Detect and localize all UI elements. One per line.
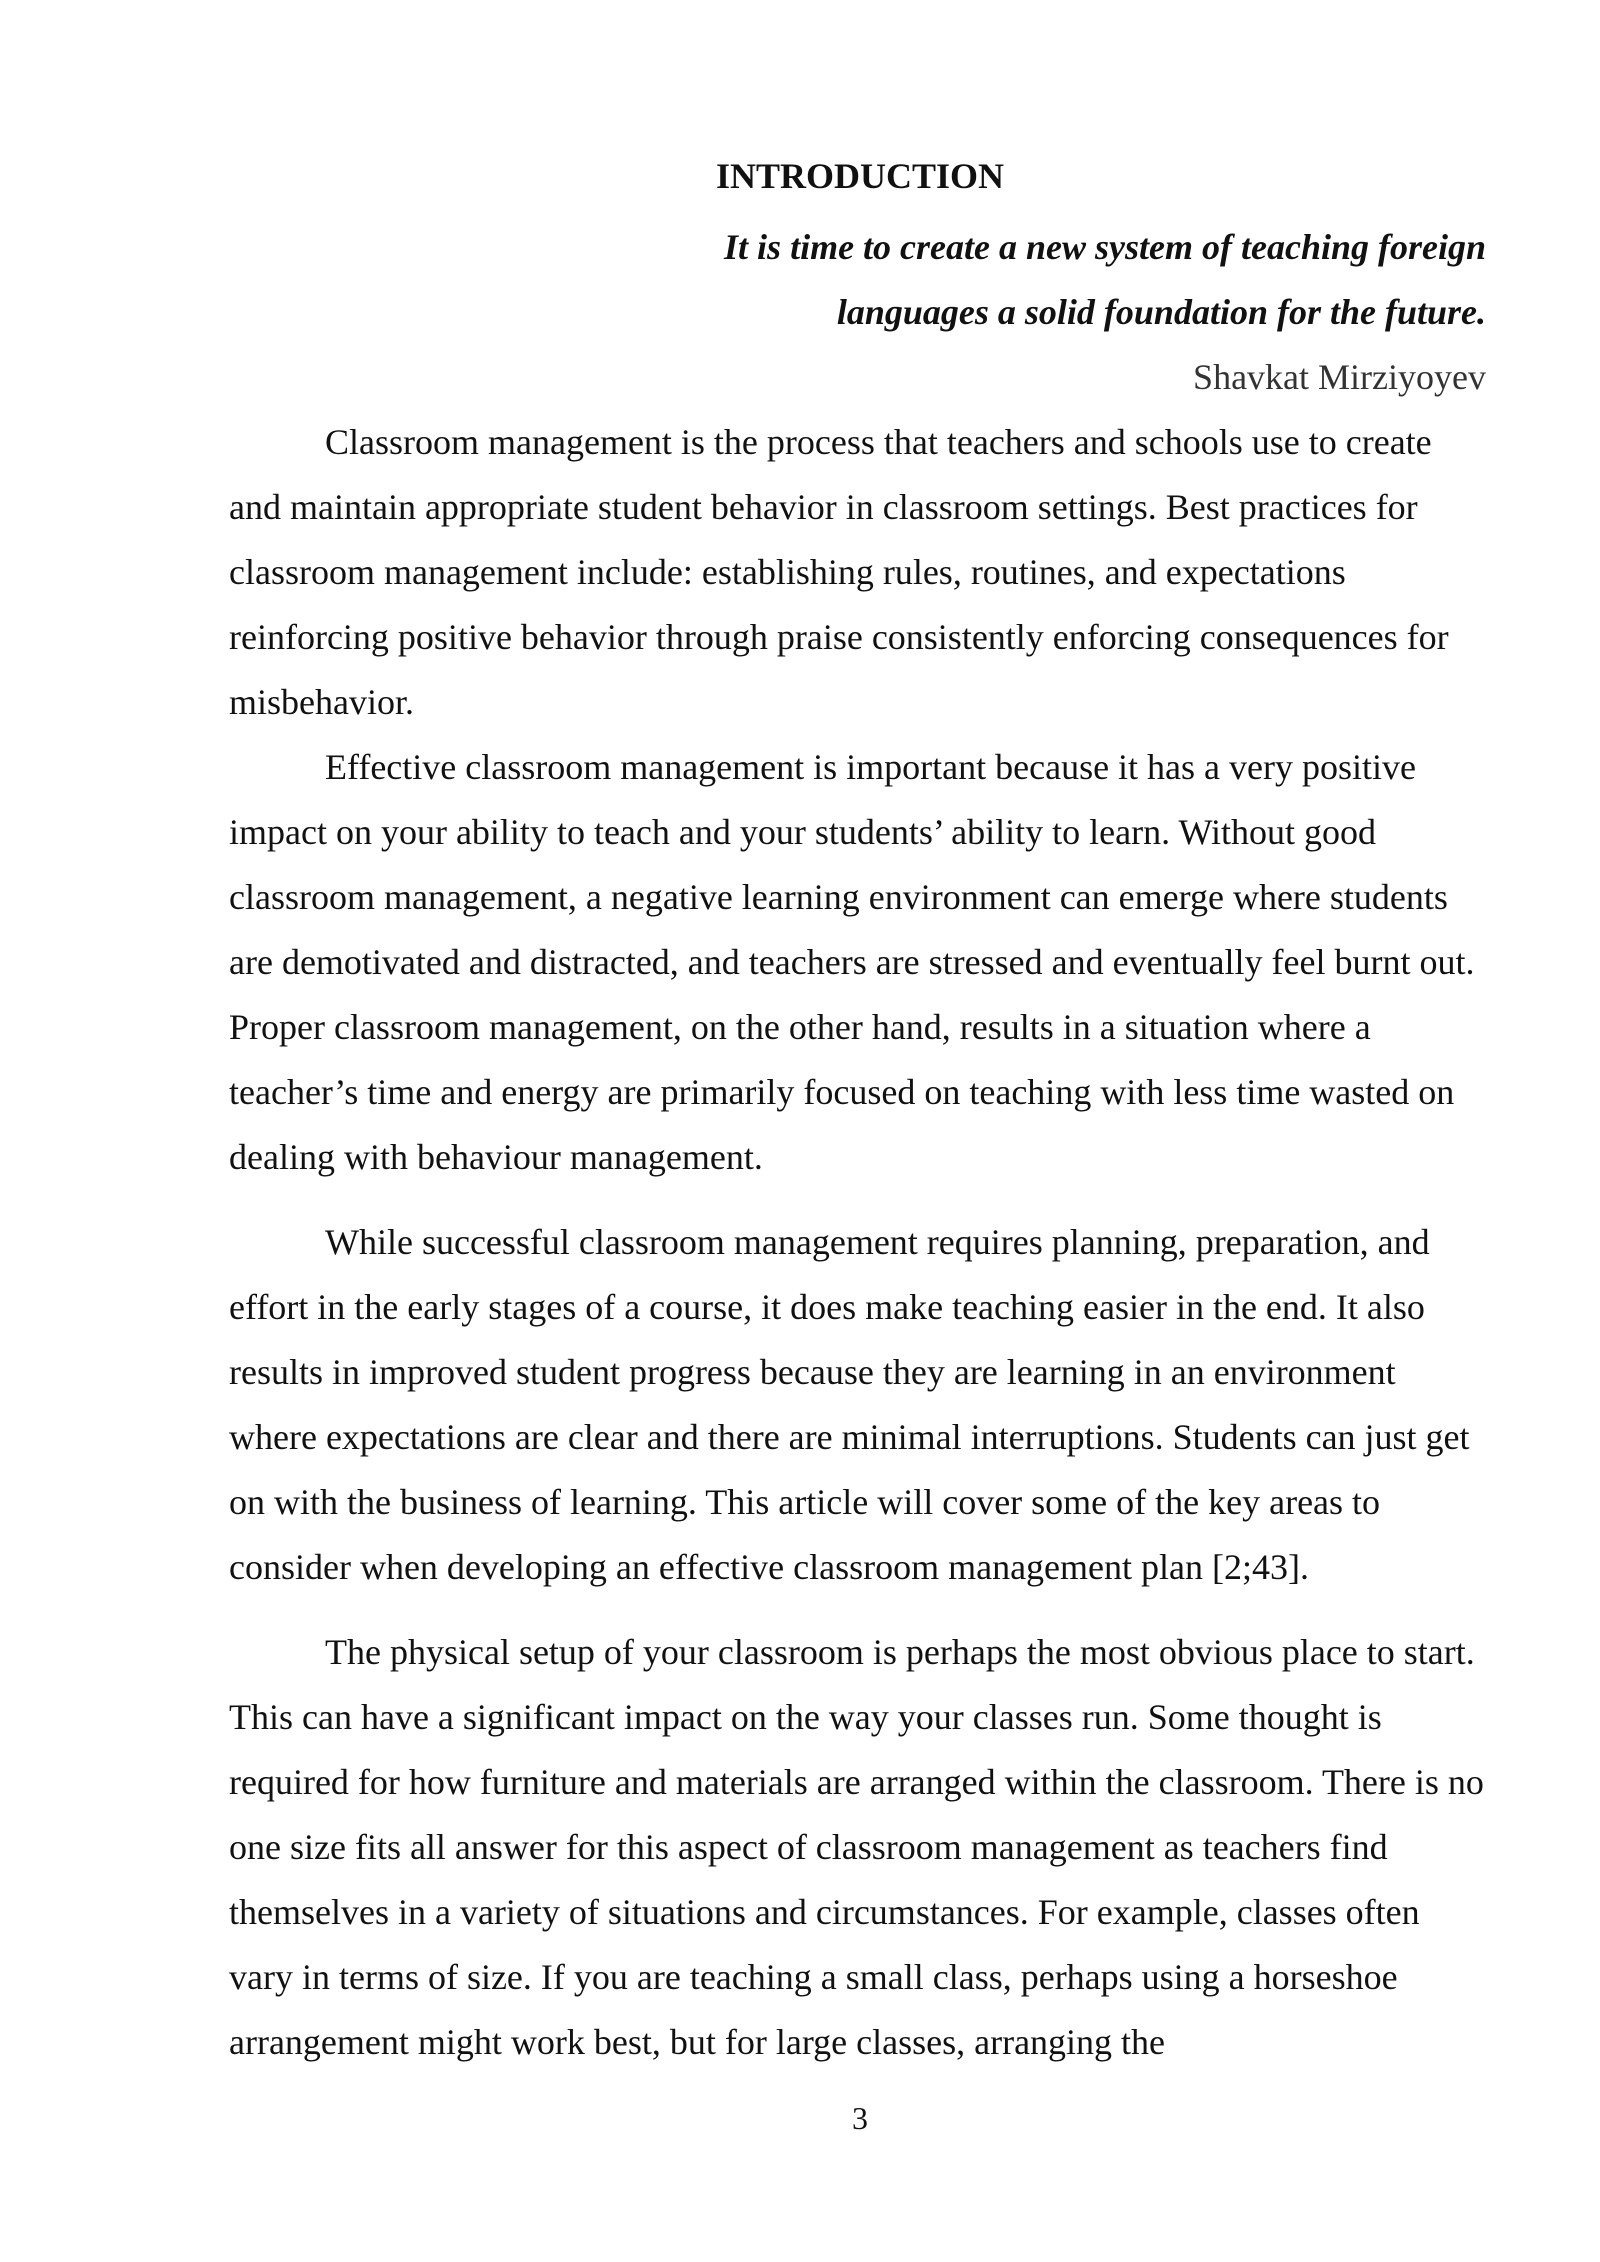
section-heading: INTRODUCTION xyxy=(715,156,1005,196)
paragraph-2: Effective classroom management is important because it has a very positive impact on your ability to teach and your students’ ability to learn. Without good classroom management, a negative learning environment can emerge where students are demotivated and distracted, and teachers are stressed and eventually feel burnt out. Proper classroom management, on the other hand, results in a situation where a teacher’s time and energy are primarily focused on teaching with less time wasted on dealing with behaviour management. xyxy=(229,747,1475,1177)
page-number: 3 xyxy=(852,2100,868,2136)
epigraph-author: Shavkat Mirziyoyev xyxy=(1193,357,1486,397)
paragraph-4: The physical setup of your classroom is perhaps the most obvious place to start. This can have a significant impact on the way your classes run. Some thought is required for how furniture and materials are arranged within the classroom. There is no one size fits all answer for this aspect of classroom management as teachers find themselves in a variety of situations and circumstances. For example, classes often vary in terms of size. If you are teaching a small class, perhaps using a horseshoe arrangement might work best, but for large classes, arranging the xyxy=(229,1632,1484,2062)
epigraph xyxy=(486,215,1486,410)
paragraph-1: Classroom management is the process that teachers and schools use to create and maintain appropriate student behavior in classroom settings. Best practices for classroom management include: establishing rules, routines, and expectations reinforcing positive behavior through praise consistently enforcing consequences for misbehavior. xyxy=(229,422,1449,722)
paragraph-3: While successful classroom management requires planning, preparation, and effort in the early stages of a course, it does make teaching easier in the end. It also results in improved student progress because they are learning in an environment where expectations are clear and there are minimal interruptions. Students can just get on with the business of learning. This article will cover some of the key areas to consider when developing an effective classroom management plan [2;43]. xyxy=(229,1222,1470,1587)
body-text xyxy=(229,410,1486,2075)
epigraph-quote-line-2: languages a solid foundation for the future. xyxy=(836,292,1486,332)
epigraph-quote-line-1: It is time to create a new system of teaching foreign xyxy=(724,227,1486,267)
